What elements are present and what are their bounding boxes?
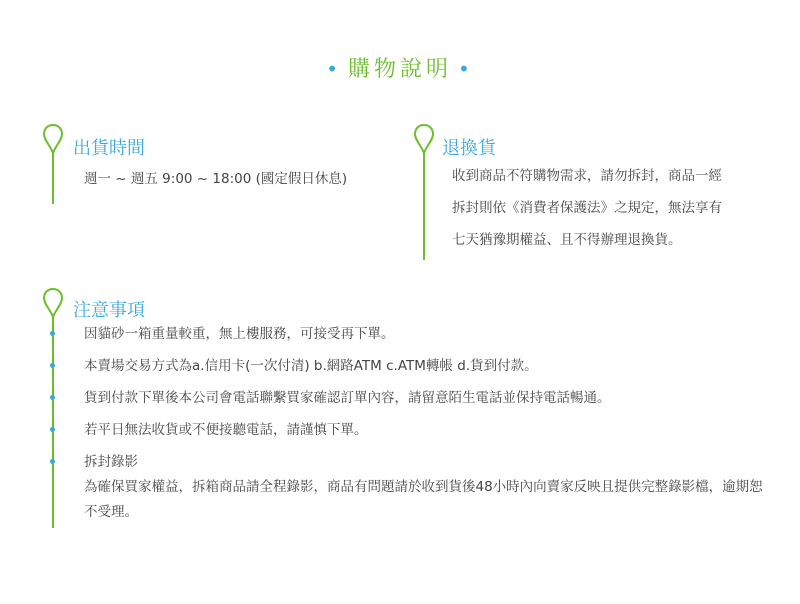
- bullet-dot-icon: [50, 459, 55, 464]
- returns-line: 收到商品不符購物需求，請勿拆封，商品一經: [452, 168, 722, 184]
- note-text: 本賣場交易方式為a.信用卡(一次付清) b.網路ATM c.ATM轉帳 d.貨到付款。: [84, 358, 538, 374]
- returns-text: [452, 160, 722, 256]
- page-title-text: 購物說明: [347, 57, 452, 82]
- returns-line: 拆封則依《消費者保護法》之規定，無法享有: [452, 200, 722, 216]
- bullet-dot-icon: [50, 331, 55, 336]
- list-item: [50, 420, 770, 440]
- notes-title: 注意事項: [73, 300, 145, 321]
- returns-line: 七天猶豫期權益、且不得辦理退換貨。: [452, 232, 682, 248]
- list-item: [50, 388, 770, 408]
- list-item: [50, 356, 770, 376]
- note-text: 貨到付款下單後本公司會電話聯繫買家確認訂單內容，請留意陌生電話並保持電話暢通。: [84, 390, 611, 406]
- shipping-text: 週一 ~ 週五 9:00 ~ 18:00 (國定假日休息): [84, 171, 348, 187]
- page-title: [0, 52, 800, 83]
- returns-vertical-line: [423, 150, 425, 260]
- bullet-dot-icon: [50, 363, 55, 368]
- note-text: 若平日無法收貨或不便接聽電話，請謹慎下單。: [84, 422, 368, 438]
- returns-title: 退換貨: [442, 138, 496, 159]
- bullet-dot-icon: [50, 395, 55, 400]
- note-text: 因貓砂一箱重量較重，無上樓服務，可接受再下單。: [84, 326, 395, 342]
- title-dot-right: •: [458, 57, 474, 81]
- shipping-title: 出貨時間: [73, 138, 145, 159]
- title-dot-left: •: [326, 57, 342, 81]
- bullet-dot-icon: [50, 427, 55, 432]
- notes-list: [50, 324, 770, 525]
- recording-detail: 為確保買家權益，拆箱商品請全程錄影，商品有問題請於收到貨後48小時內向賣家反映且提供完整錄影檔，逾期恕不受理。: [84, 479, 763, 520]
- list-item: [50, 452, 770, 525]
- shipping-vertical-line: [52, 150, 54, 204]
- note-text: 拆封錄影: [84, 454, 138, 470]
- list-item: [50, 324, 770, 344]
